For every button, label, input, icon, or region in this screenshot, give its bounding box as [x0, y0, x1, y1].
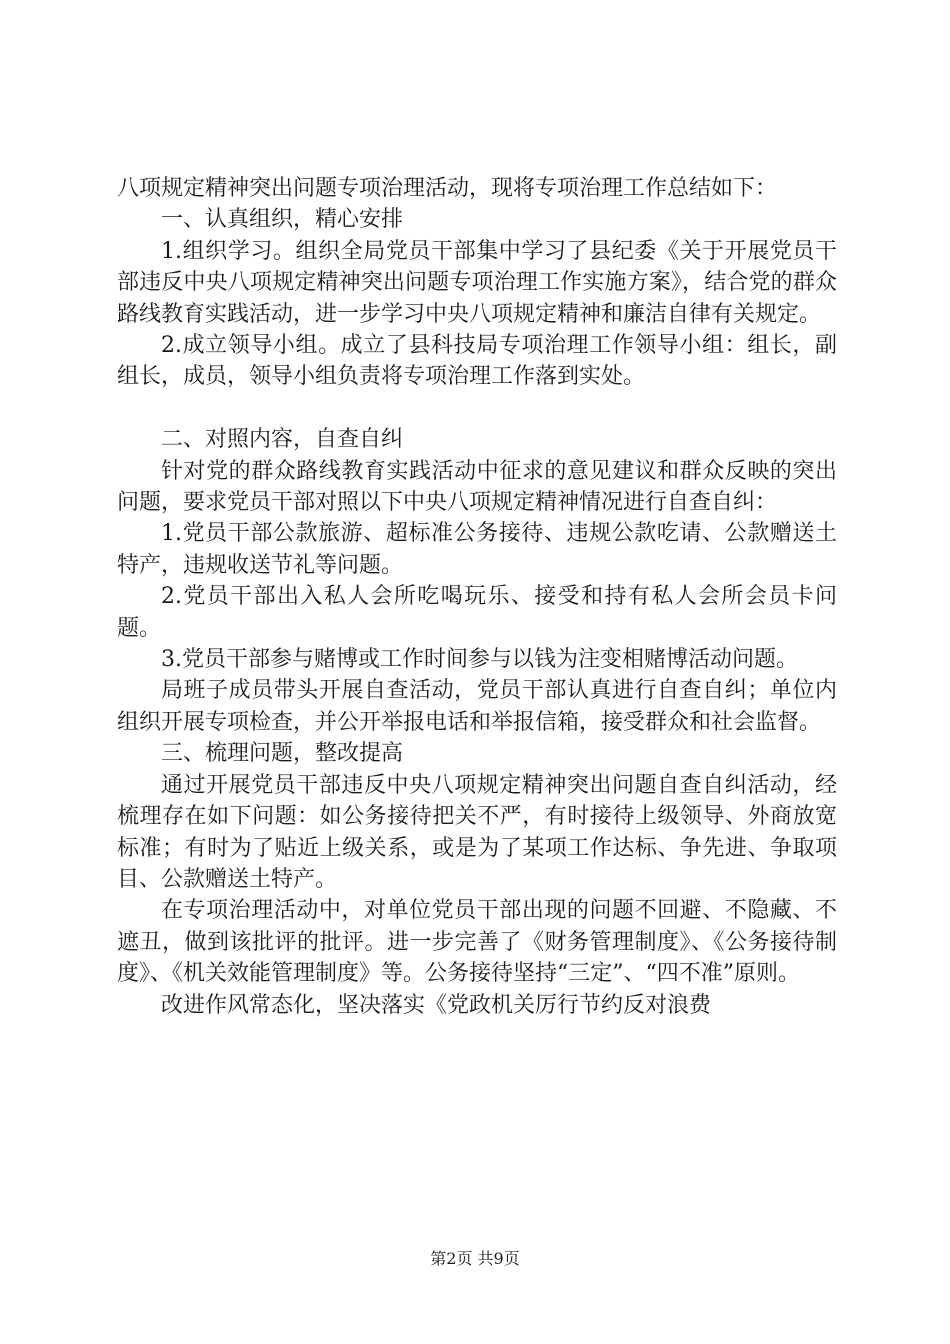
page-number-footer: 第2页 共9页 — [430, 1249, 520, 1268]
paragraph-2-intro: 针对党的群众路线教育实践活动中征求的意见建议和群众反映的突出问题，要求党员干部对照以下中央八项规定精神情况进行自查自纠： — [117, 458, 837, 516]
paragraph-2-summary: 局班子成员带头开展自查活动，党员干部认真进行自查自纠；单位内组织开展专项检查，并公开举报电话和举报信箱，接受群众和社会监督。 — [117, 678, 837, 735]
paragraph-2-item-3: 3.党员干部参与赌博或工作时间参与以钱为注变相赌博活动问题。 — [161, 647, 798, 673]
section-heading-2: 二、对照内容，自查自纠 — [161, 427, 404, 453]
paragraph-3-3: 改进作风常态化，坚决落实《党政机关厉行节约反对浪费 — [161, 992, 712, 1018]
paragraph-3-2: 在专项治理活动中，对单位党员干部出现的问题不回避、不隐藏、不遮丑，做到该批评的批评。进一步完善了《财务管理制度》、《公务接待制度》、《机关效能管理制度》等。公务接待坚持“三定”、“四不准”原则。 — [117, 898, 837, 987]
paragraph-intro: 八项规定精神突出问题专项治理活动，现将专项治理工作总结如下： — [117, 176, 778, 201]
paragraph-2-item-2: 2.党员干部出入私人会所吃喝玩乐、接受和持有私人会所会员卡问题。 — [117, 584, 837, 641]
paragraph-2-item-1: 1.党员干部公款旅游、超标准公务接待、违规公款吃请、公款赠送土特产，违规收送节礼等问题。 — [117, 521, 837, 578]
paragraph-1-2: 2.成立领导小组。成立了县科技局专项治理工作领导小组：组长，副组长，成员，领导小组负责将专项治理工作落到实处。 — [117, 333, 837, 390]
paragraph-3-1: 通过开展党员干部违反中央八项规定精神突出问题自查自纠活动，经梳理存在如下问题：如公务接待把关不严，有时接待上级领导、外商放宽标准；有时为了贴近上级关系，或是为了某项工作达标、争先进、争取项目、公款赠送土特产。 — [117, 772, 837, 892]
blank-line — [117, 393, 837, 424]
paragraph-1-1: 1.组织学习。组织全局党员干部集中学习了县纪委《关于开展党员干部违反中央八项规定精神突出问题专项治理工作实施方案》，结合党的群众路线教育实践活动，进一步学习中央八项规定精神和廉洁自律有关规定。 — [117, 238, 837, 327]
document-body — [117, 173, 837, 1021]
section-heading-3: 三、梳理问题，整改提高 — [161, 741, 404, 767]
section-heading-1: 一、认真组织，精心安排 — [161, 207, 404, 233]
